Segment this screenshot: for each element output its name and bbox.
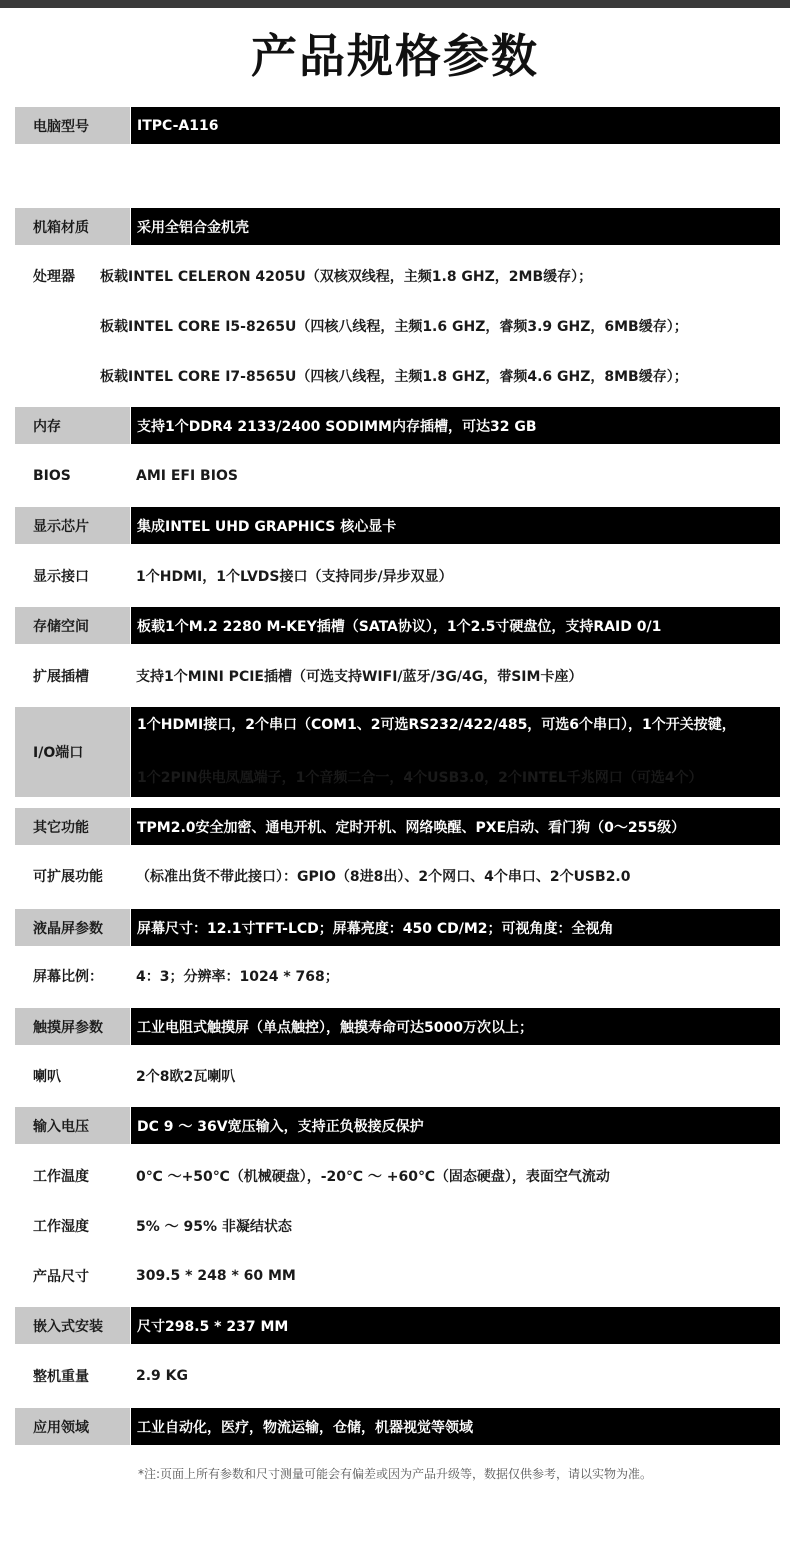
spec-label: 扩展插槽	[33, 669, 89, 685]
spec-label: 液晶屏参数	[15, 909, 130, 946]
spec-value: 尺寸298.5 * 237 MM	[131, 1307, 780, 1344]
spec-row-other	[15, 808, 780, 845]
spec-row-lcd	[15, 909, 780, 946]
spec-row-embed	[15, 1307, 780, 1344]
spec-value: 集成INTEL UHD GRAPHICS 核心显卡	[131, 507, 780, 544]
spec-label: 工作湿度	[33, 1219, 89, 1235]
spec-label: 应用领域	[15, 1408, 130, 1445]
footnote: *注:页面上所有参数和尺寸测量可能会有偏差或因为产品升级等，数据仅供参考，请以实物为准。	[137, 1467, 653, 1481]
spec-row-io	[15, 707, 780, 797]
cpu-option-3: 板载INTEL CORE I7-8565U（四核八线程，主频1.8 GHZ，睿频4.6 GHZ，8MB缓存）；	[100, 369, 688, 385]
spec-value: TPM2.0安全加密、通电开机、定时开机、网络唤醒、PXE启动、看门狗（0～255级）	[131, 808, 780, 845]
spec-value	[131, 707, 780, 797]
spec-row-storage	[15, 607, 780, 644]
spec-row-size	[15, 1258, 780, 1294]
spec-label: 内存	[15, 407, 130, 444]
spec-row-op-temp	[15, 1158, 780, 1194]
spec-label: I/O端口	[15, 707, 130, 797]
spec-row-expansion	[15, 658, 780, 694]
spec-row-bios	[15, 458, 780, 494]
spec-value: 2.9 KG	[136, 1368, 189, 1384]
spec-row-speaker	[15, 1058, 780, 1094]
spec-value: 1个HDMI，1个LVDS接口（支持同步/异步双显）	[136, 569, 453, 585]
spec-label: 可扩展功能	[33, 869, 103, 885]
spec-value: 5% ～ 95% 非凝结状态	[136, 1219, 292, 1235]
spec-value: AMI EFI BIOS	[136, 468, 238, 484]
spec-label: 屏幕比例：	[33, 969, 103, 985]
spec-row-op-humidity	[15, 1208, 780, 1244]
spec-label: 嵌入式安装	[15, 1307, 130, 1344]
spec-row-gpu	[15, 507, 780, 544]
spec-row-touch	[15, 1008, 780, 1045]
spec-value: 工业自动化，医疗，物流运输，仓储，机器视觉等领域	[131, 1408, 780, 1445]
cpu-option-1: 板载INTEL CELERON 4205U（双核双线程，主频1.8 GHZ，2MB缓存）；	[100, 269, 593, 285]
spec-row-model	[15, 107, 780, 144]
spec-value: 2个8欧2瓦喇叭	[136, 1069, 236, 1085]
spec-value: 采用全铝合金机壳	[131, 208, 780, 245]
io-line-1: 1个HDMI接口，2个串口（COM1、2可选RS232/422/485，可选6个串口），1个开关按键，	[137, 717, 736, 733]
spec-value: ITPC-A116	[131, 107, 780, 144]
spec-value: 309.5 * 248 * 60 MM	[136, 1268, 296, 1284]
spec-label: 工作温度	[33, 1169, 89, 1185]
spec-value: 4：3；分辨率：1024 * 768；	[136, 969, 339, 985]
spec-value: 支持1个DDR4 2133/2400 SODIMM内存插槽，可达32 GB	[131, 407, 780, 444]
spec-label: 产品尺寸	[33, 1269, 89, 1285]
spec-label: 显示接口	[33, 569, 89, 585]
spec-label: 电脑型号	[15, 107, 130, 144]
top-bar	[0, 0, 790, 8]
io-line-2: 1个2PIN供电凤凰端子，1个音频二合一，4个USB3.0，2个INTEL千兆网口（可选4个）	[137, 770, 703, 786]
spec-label: 存储空间	[15, 607, 130, 644]
spec-label-cpu: 处理器	[33, 269, 75, 285]
spec-value: DC 9 ～ 36V宽压输入，支持正负极接反保护	[131, 1107, 780, 1144]
spec-row-ratio	[15, 958, 780, 994]
spec-label: 其它功能	[15, 808, 130, 845]
spec-row-voltage	[15, 1107, 780, 1144]
spec-label: 机箱材质	[15, 208, 130, 245]
spec-label: 喇叭	[33, 1069, 61, 1085]
spec-value: 支持1个MINI PCIE插槽（可选支持WIFI/蓝牙/3G/4G，带SIM卡座）	[136, 669, 583, 685]
spec-row-memory	[15, 407, 780, 444]
spec-row-display-port	[15, 558, 780, 594]
page-title: 产品规格参数	[251, 29, 539, 83]
spec-value: 屏幕尺寸：12.1寸TFT-LCD；屏幕亮度：450 CD/M2；可视角度：全视角	[131, 909, 780, 946]
spec-row-chassis	[15, 208, 780, 245]
spec-label: BIOS	[33, 468, 71, 484]
spec-value: 工业电阻式触摸屏（单点触控），触摸寿命可达5000万次以上；	[131, 1008, 780, 1045]
spec-label: 显示芯片	[15, 507, 130, 544]
spec-label: 触摸屏参数	[15, 1008, 130, 1045]
spec-row-weight	[15, 1358, 780, 1394]
spec-label: 输入电压	[15, 1107, 130, 1144]
spec-value: 0℃ ～+50℃（机械硬盘），-20℃ ～ +60℃（固态硬盘），表面空气流动	[136, 1169, 610, 1185]
spec-label: 整机重量	[33, 1369, 89, 1385]
cpu-option-2: 板载INTEL CORE I5-8265U（四核八线程，主频1.6 GHZ，睿频3.9 GHZ，6MB缓存）；	[100, 319, 688, 335]
spec-value: 板载1个M.2 2280 M-KEY插槽（SATA协议），1个2.5寸硬盘位，支持RAID 0/1	[131, 607, 780, 644]
spec-row-ext-func	[15, 858, 780, 894]
spec-row-application	[15, 1408, 780, 1445]
spec-value: （标准出货不带此接口）：GPIO（8进8出）、2个网口、4个串口、2个USB2.0	[136, 869, 631, 885]
